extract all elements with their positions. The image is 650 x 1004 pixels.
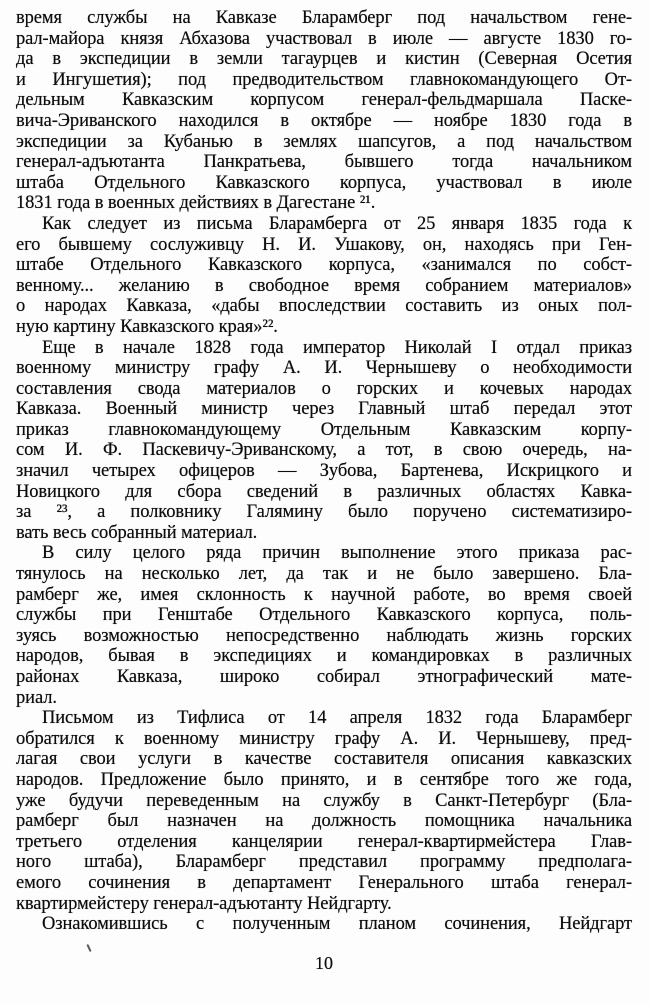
text-line: приказ главнокомандующему Отдельным Кавказским корпу- [16,419,632,440]
text-line: за ²³, а полковнику Галямину было поручено систематизиро- [16,502,632,523]
text-line: да в экспедиции в земли тагаурцев и кистин (Северная Осетия [16,49,632,70]
text-line: Новицкого для сбора сведений в различных областях Кавка- [16,481,632,502]
text-line: его бывшему сослуживцу Н. И. Ушакову, он, находясь при Ген- [16,234,632,255]
text-line: народов. Предложение было принято, и в сентябре того же года, [16,769,632,790]
scan-speck [86,944,91,952]
text-line: службы при Генштабе Отдельного Кавказского корпуса, поль- [16,605,632,626]
text-line: штабе Отдельного Кавказского корпуса, «занимался по собст- [16,255,632,276]
text-line: зуясь возможностью непосредственно наблюдать жизнь горских [16,625,632,646]
text-line: народов, бывая в экспедициях и командировках в различных [16,646,632,667]
text-line: районах Кавказа, широко собирал этнографический мате- [16,667,632,687]
text-line: составления свода материалов о горских и кочевых народах [16,378,632,399]
text-line: венному... желанию в свободное время собранием материалов» [16,275,632,296]
text-line: ного штаба), Бларамберг представил программу предполага- [16,852,632,873]
text-line: о народах Кавказа, «дабы впоследствии составить из оных пол- [16,296,632,317]
page-number: 10 [315,953,333,973]
text-line: Письмом из Тифлиса от 14 апреля 1832 года Бларамберг [42,708,632,729]
text-line: обратился к военному министру графу А. И. Чернышеву, пред- [16,728,632,749]
text-line: емого сочинения в департамент Генерального штаба генерал- [16,872,632,893]
text-line: Еще в начале 1828 года император Николай I отдал приказ [42,337,632,358]
text-line: Как следует из письма Бларамберга от 25 января 1835 года к [42,213,632,234]
text-line: уже будучи переведенным на службу в Санкт-Петербург (Бла- [16,790,632,811]
text-line: рамберг был назначен на должность помощника начальника [16,811,632,832]
text-line: генерал-адъютанта Панкратьева, бывшего тогда начальником [16,152,632,173]
text-line: лагая свои услуги в качестве составителя описания кавказских [16,749,632,770]
text-line: дельным Кавказским корпусом генерал-фельдмаршала Паске- [16,90,632,111]
text-line: военному министру графу А. И. Чернышеву о необходимости [16,358,632,379]
text-line: В силу целого ряда причин выполнение этого приказа рас- [42,543,632,564]
text-line: тянулось на несколько лет, да так и не было завершено. Бла- [16,564,632,585]
text-line: время службы на Кавказе Бларамберг под начальством гене- [16,8,632,28]
text-line: Кавказа. Военный министр через Главный штаб передал этот [16,399,632,420]
text-line: рал-майора князя Абхазова участвовал в июле — августе 1830 го- [16,28,632,49]
text-line: ную картину Кавказского края»²². [16,316,278,337]
text-line: вать весь собранный материал. [16,522,258,543]
text-line: рамберг же, имея склонность к научной работе, во время своей [16,584,632,605]
text-line: вича-Эриванского находился в октябре — ноябре 1830 года в [16,110,632,131]
text-line: Ознакомившись с полученным планом сочинения, Нейдгарт [42,914,632,935]
text-line: риал. [16,687,57,708]
text-line: квартирмейстеру генерал-адъютанту Нейдгарту. [16,893,392,914]
text-line: третьего отделения канцелярии генерал-квартирмейстера Глав- [16,831,632,852]
text-line: сом И. Ф. Паскевичу-Эриванскому, а тот, в свою очередь, на- [16,440,632,461]
text-line: экспедиции за Кубанью в землях шапсугов, а под начальством [16,131,632,152]
text-line: и Ингушетия); под предводительством главнокомандующего От- [16,69,632,90]
text-line: значил четырех офицеров — Зубова, Бартенева, Искрицкого и [16,461,632,482]
text-line: штаба Отдельного Кавказского корпуса, участвовал в июле [16,172,632,193]
text-line: 1831 года в военных действиях в Дагестане ²¹. [16,193,376,214]
text-block [16,8,632,935]
